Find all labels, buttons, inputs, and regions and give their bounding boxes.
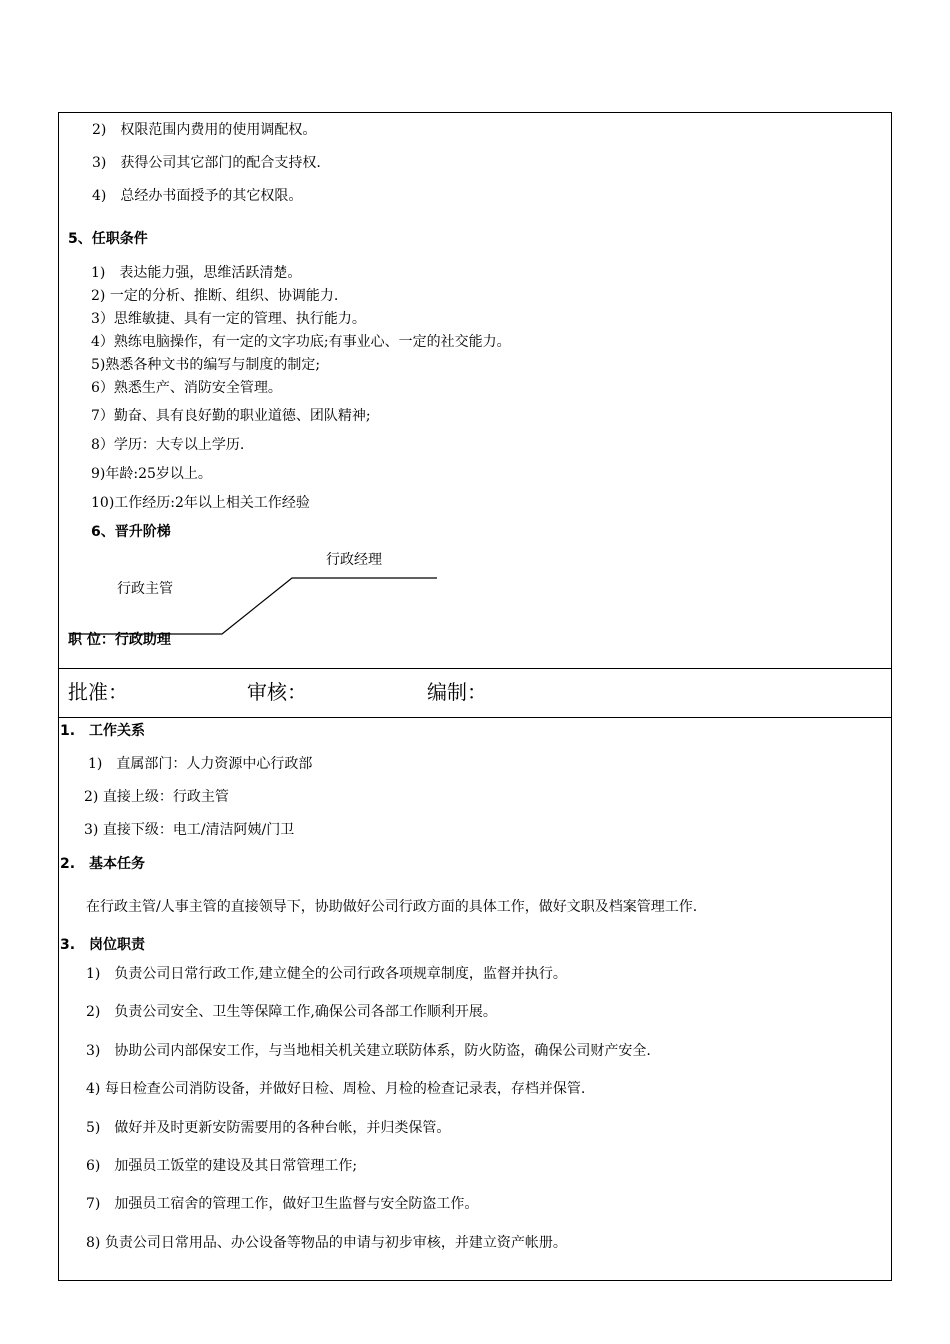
duty-item: 6) 加强员工饭堂的建设及其日常管理工作; — [86, 1158, 358, 1174]
qualification-item: 1) 表达能力强，思维活跃清楚。 — [91, 265, 302, 281]
qualification-item: 9)年龄:25岁以上。 — [91, 466, 212, 482]
relation-item: 3) 直接下级：电工/清洁阿姨/门卫 — [84, 822, 295, 838]
section-title-basic-task: 2. 基本任务 — [60, 856, 146, 872]
approve-label: 批准： — [68, 680, 128, 704]
qualification-item: 2) 一定的分析、推断、组织、协调能力. — [91, 288, 339, 304]
duty-item: 5) 做好并及时更新安防需要用的各种台帐，并归类保管。 — [86, 1120, 451, 1136]
authority-item: 3) 获得公司其它部门的配合支持权. — [92, 155, 321, 171]
relation-item: 1) 直属部门：人力资源中心行政部 — [88, 756, 313, 772]
duty-item: 4) 每日检查公司消防设备，并做好日检、周检、月检的检查记录表，存档并保管. — [86, 1081, 586, 1097]
qualification-item: 5)熟悉各种文书的编写与制度的制定; — [91, 357, 321, 373]
section-title-qualifications: 5、任职条件 — [68, 231, 148, 247]
ladder-top-position: 行政经理 — [326, 552, 382, 568]
section-title-promotion: 6、晋升阶梯 — [91, 524, 171, 540]
qualification-item: 6）熟悉生产、消防安全管理。 — [91, 380, 282, 396]
duty-item: 2) 负责公司安全、卫生等保障工作,确保公司各部工作顺利开展。 — [86, 1004, 497, 1020]
duty-item: 3) 协助公司内部保安工作，与当地相关机关建立联防体系，防火防盗，确保公司财产安全. — [86, 1043, 651, 1059]
qualification-item: 8）学历：大专以上学历. — [91, 437, 245, 453]
qualification-item: 4）熟练电脑操作，有一定的文字功底;有事业心、一定的社交能力。 — [91, 334, 511, 350]
basic-task-text: 在行政主管/人事主管的直接领导下，协助做好公司行政方面的具体工作，做好文职及档案管理工作. — [86, 899, 698, 915]
duty-item: 7) 加强员工宿舍的管理工作，做好卫生监督与安全防盗工作。 — [86, 1196, 479, 1212]
authority-item: 2) 权限范围内费用的使用调配权。 — [92, 122, 317, 138]
promotion-ladder-line — [60, 570, 460, 640]
section-title-work-relations: 1. 工作关系 — [60, 723, 146, 739]
review-label: 审核： — [247, 680, 307, 704]
duty-item: 1) 负责公司日常行政工作,建立健全的公司行政各项规章制度，监督并执行。 — [86, 966, 567, 982]
prepare-label: 编制： — [427, 680, 487, 704]
ladder-middle-position: 行政主管 — [117, 581, 173, 597]
relation-item: 2) 直接上级：行政主管 — [84, 789, 229, 805]
authority-item: 4) 总经办书面授予的其它权限。 — [92, 188, 303, 204]
duty-item: 8) 负责公司日常用品、办公设备等物品的申请与初步审核，并建立资产帐册。 — [86, 1235, 567, 1251]
qualification-item: 10)工作经历:2年以上相关工作经验 — [91, 495, 310, 511]
current-position-label: 职 位：行政助理 — [68, 632, 171, 648]
qualification-item: 3）思维敏捷、具有一定的管理、执行能力。 — [91, 311, 366, 327]
section-title-duties: 3. 岗位职责 — [60, 937, 146, 953]
qualification-item: 7）勤奋、具有良好勤的职业道德、团队精神; — [91, 408, 371, 424]
